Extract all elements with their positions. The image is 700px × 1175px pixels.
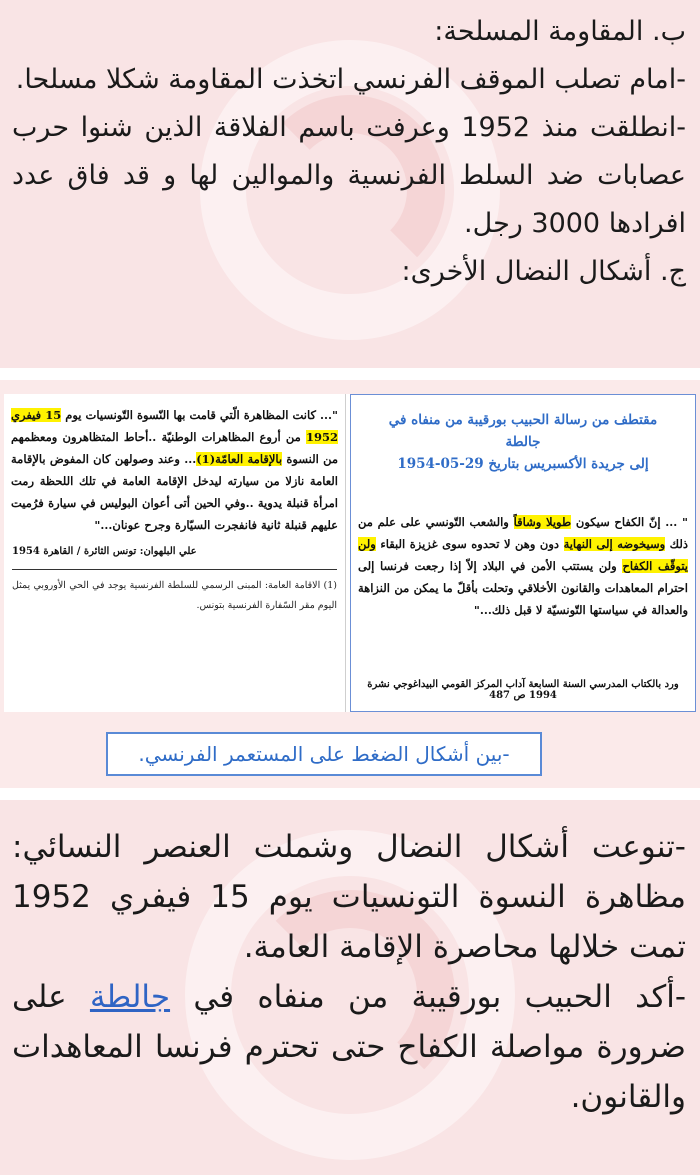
doc-right-text-2: والشعب التّونسي على علم من ذلك	[358, 515, 688, 551]
document-right-body	[351, 511, 695, 621]
section3-paragraph2-end: على ضرورة مواصلة الكفاح حتى تحترم فرنسا المعاهدات والقانون.	[12, 979, 686, 1115]
doc-left-text-1: "... كانت المظاهرة الّتي قامت بها النّسوة التّونسيات يوم	[61, 408, 339, 422]
document-right-heading-line2: إلى جريدة الأكسبريس بتاريخ 29-05-1954	[397, 456, 649, 472]
lesson-card-armed-resistance	[0, 0, 700, 368]
doc-right-text-1: " ... إنّ الكفاح سيكون	[571, 515, 689, 529]
document-right-heading-line1: مقتطف من رسالة الحبيب بورقيبة من منفاه في جالطة	[388, 412, 658, 450]
document-women-demonstration	[4, 394, 346, 712]
section3-paragraph2-start: -أكد الحبيب بورقيبة من منفاه في	[170, 979, 687, 1015]
document-right-heading	[351, 409, 695, 475]
section3-text	[12, 822, 686, 1122]
document-left-author: علي البلهوان: تونس الثائرة / القاهرة 1954	[12, 546, 197, 557]
doc-right-highlight-2: وسيخوضه إلى النهاية	[563, 537, 666, 551]
section1-heading2: ج. أشكال النضال الأخرى:	[401, 256, 686, 287]
document-frame	[4, 394, 696, 712]
document-caption: -بين أشكال الضغط على المستعمر الفرنسي.	[106, 732, 542, 776]
document-right-source: ورد بالكتاب المدرسي السنة السابعة آداب المركز القومي البيداغوجي نشرة 1994 ص 487	[367, 679, 679, 701]
doc-left-highlight-2: بالإقامة العامّة(1)	[196, 452, 283, 466]
doc-left-text-2: من أروع المظاهرات الوطنيّة ..أحاط المتظاهرون ومعظمهم من النسوة	[11, 430, 338, 466]
doc-left-highlight-1: 15 فيفري 1952	[11, 408, 338, 444]
section3-paragraph2	[12, 972, 686, 1122]
section3-paragraph1: -تنوعت أشكال النضال وشملت العنصر النسائي: مظاهرة النسوة التونسيات يوم 15 فيفري 1952 تمت خلالها محاصرة الإقامة العامة.	[12, 829, 686, 965]
section1-paragraph1: -امام تصلب الموقف الفرنسي اتخذت المقاومة شكلا مسلحا.	[15, 64, 686, 95]
doc-right-text-4: ولن يستتب الأمن في البلاد إلاّ إذا رجعت فرنسا إلى احترام المعاهدات والقانون الأخلاقي وتحلت بأقلّ ما يمكن من النزاهة والعدالة في سياستها التّونسيّة لا قبل ذلك..."	[358, 559, 688, 617]
doc-right-text-3: دون وهن لا تحدوه سوى غزيزة البقاء	[375, 537, 564, 551]
document-left-body	[4, 404, 345, 536]
lesson-card-documents	[0, 380, 700, 788]
document-bourguiba-letter	[350, 394, 696, 712]
lesson-card-conclusions	[0, 800, 700, 1175]
document-left-footnote: (1) الاقامة العامة: المبنى الرسمي للسلطة الفرنسية يوجد في الحي الأوروبي يمثل اليوم مقر السّفارة الفرنسية بتونس.	[12, 580, 337, 611]
section1-heading: ب. المقاومة المسلحة:	[434, 16, 686, 47]
section1-text	[12, 8, 686, 296]
doc-left-text-3: ... وعند وصولهن كان المفوض بالإقامة العامة نازلا من سيارته ليدخل الإقامة العامة في تلك اللحظة رمت امرأة قنبلة يدوية ..وفي الحين أتى أعوان البوليس في سيارة فرُميت عليهم قنبلة ثانية فانفجرت السيّارة وجرح عونان..."	[11, 452, 338, 532]
section1-paragraph2: -انطلقت منذ 1952 وعرفت باسم الفلاقة الذين شنوا حرب عصابات ضد السلط الفرنسية والموالين لها و قد فاق عدد افرادها 3000 رجل.	[12, 112, 686, 239]
galite-link[interactable]: جالطة	[89, 979, 171, 1015]
doc-right-highlight-1: طويلا وشاقاً	[513, 515, 572, 529]
footnote-divider	[12, 569, 337, 570]
doc-right-highlight-3: ولن يتوقّف الكفاح	[358, 537, 688, 573]
